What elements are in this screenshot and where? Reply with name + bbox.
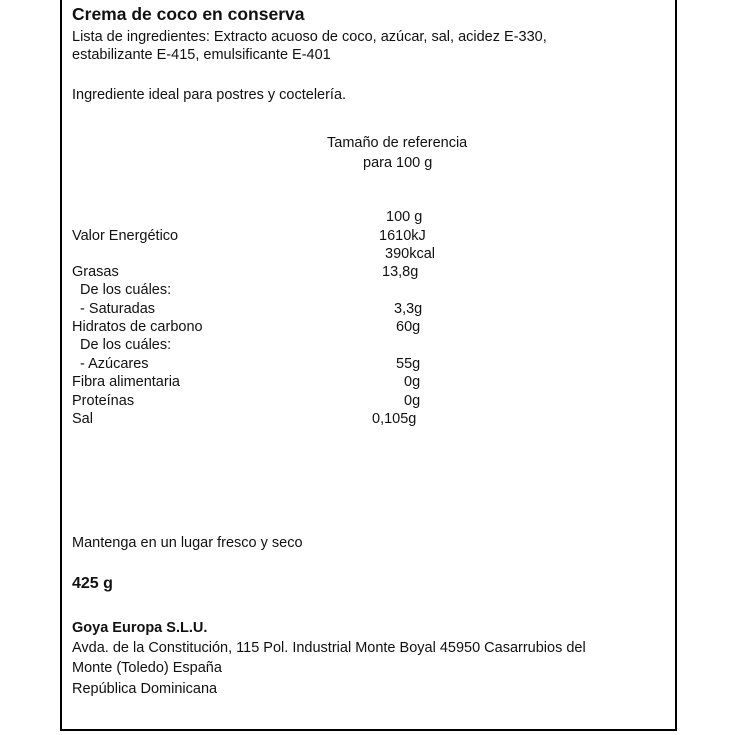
ingredients-line-1: Lista de ingredientes: Extracto acuoso de coco, azúcar, sal, acidez E-330, (72, 29, 547, 45)
row-value-saturated: 3,3g (394, 301, 423, 317)
company-address-line-1: Avda. de la Constitución, 115 Pol. Industrial Monte Boyal 45950 Casarrubios del (72, 640, 586, 656)
product-title: Crema de coco en conserva (72, 4, 305, 24)
reference-size-line-2: para 100 g (363, 155, 433, 171)
row-value-fat: 13,8g (382, 264, 419, 280)
row-label-salt: Sal (72, 411, 93, 427)
row-label-fat: Grasas (72, 264, 119, 280)
row-value-sugars: 55g (396, 356, 421, 372)
row-value-protein: 0g (404, 393, 421, 409)
row-value-carbohydrates: 60g (396, 319, 421, 335)
row-label-protein: Proteínas (72, 393, 135, 409)
country-of-origin: República Dominicana (72, 681, 218, 697)
row-value-energy-kj: 1610kJ (379, 228, 426, 244)
nutrition-column-header: 100 g (386, 209, 423, 225)
row-value-fiber: 0g (404, 374, 421, 390)
row-label-carbohydrates: Hidratos de carbono (72, 319, 203, 335)
row-label-fiber: Fibra alimentaria (72, 374, 180, 390)
row-label-carbs-of-which: De los cuáles: (72, 337, 172, 353)
net-weight: 425 g (72, 575, 113, 592)
storage-instructions: Mantenga en un lugar fresco y seco (72, 535, 303, 551)
row-label-saturated: - Saturadas (72, 301, 156, 317)
ingredients-line-2: estabilizante E-415, emulsificante E-401 (72, 47, 331, 63)
reference-size-line-1: Tamaño de referencia (327, 135, 468, 151)
row-value-energy-kcal: 390kcal (385, 246, 435, 262)
row-label-fat-of-which: De los cuáles: (72, 282, 172, 298)
row-value-salt: 0,105g (372, 411, 417, 427)
row-label-energy: Valor Energético (72, 228, 179, 244)
company-name: Goya Europa S.L.U. (72, 620, 208, 636)
product-note: Ingrediente ideal para postres y coctelería. (72, 87, 347, 103)
company-address-line-2: Monte (Toledo) España (72, 660, 222, 676)
row-label-sugars: - Azúcares (72, 356, 149, 372)
